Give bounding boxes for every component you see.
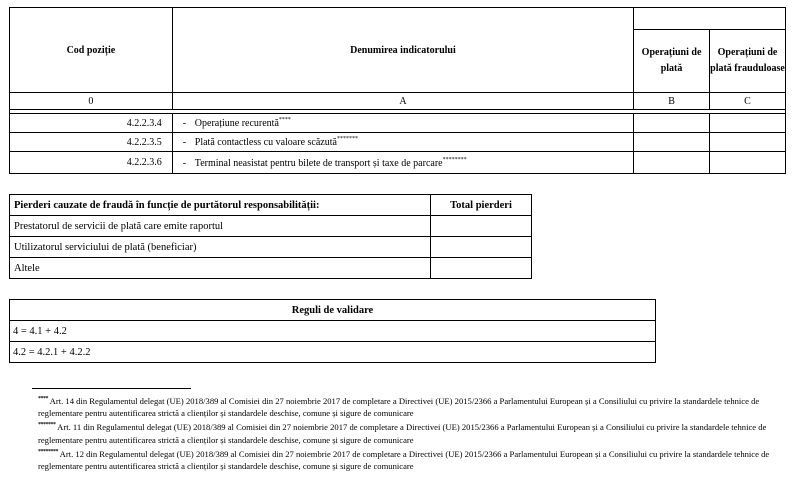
loss-header: Pierderi cauzate de fraudă în funcție de purtătorul responsabilității:	[10, 195, 431, 216]
loss-row-label: Altele	[10, 258, 431, 279]
table-row	[10, 237, 532, 258]
footnote-divider	[32, 388, 191, 389]
table-row	[10, 152, 786, 174]
col-letter-b: B	[634, 93, 710, 110]
row-label: - Operațiune recurentă****	[172, 114, 633, 133]
loss-value-cell[interactable]	[431, 258, 532, 279]
footnotes	[38, 393, 790, 472]
col-letter-c: C	[710, 93, 786, 110]
loss-row-label: Prestatorul de servicii de plată care emite raportul	[10, 216, 431, 237]
table-row	[10, 216, 532, 237]
row-code: 4.2.2.3.4	[10, 114, 173, 133]
rule-text: 4 = 4.1 + 4.2	[10, 321, 656, 342]
table-row	[10, 342, 656, 363]
col-letter-a: A	[172, 93, 633, 110]
table-row	[10, 321, 656, 342]
row-label: - Plată contactless cu valoare scăzută*******	[172, 133, 633, 152]
indicator-table	[9, 7, 786, 174]
row-ops-cell[interactable]	[634, 133, 710, 152]
validation-rules-table	[9, 299, 656, 363]
header-blank	[634, 8, 786, 30]
header-fraud-ops: Operațiuni de plată frauduloase	[710, 30, 786, 93]
table-row	[10, 258, 532, 279]
rule-text: 4.2 = 4.2.1 + 4.2.2	[10, 342, 656, 363]
table-row	[10, 133, 786, 152]
row-code: 4.2.2.3.5	[10, 133, 173, 152]
loss-value-cell[interactable]	[431, 237, 532, 258]
row-ops-cell[interactable]	[634, 152, 710, 174]
fraud-loss-table	[9, 194, 532, 279]
row-fraud-cell[interactable]	[710, 114, 786, 133]
loss-value-cell[interactable]	[431, 216, 532, 237]
loss-row-label: Utilizatorul serviciului de plată (beneficiar)	[10, 237, 431, 258]
row-fraud-cell[interactable]	[710, 152, 786, 174]
total-loss-header: Total pierderi	[431, 195, 532, 216]
row-code: 4.2.2.3.6	[10, 152, 173, 174]
header-payment-ops: Operațiuni de plată	[634, 30, 710, 93]
rules-header: Reguli de validare	[10, 300, 656, 321]
footnote: ******** Art. 12 din Regulamentul delegat (UE) 2018/389 al Comisiei din 27 noiembrie 2017 de completare a Directivei (UE) 2015/2366 a Parlamentului European și a Consiliului cu privire la standardele tehnice de reglementare pentru autentificarea strictă a clienților și standardele deschise, comune și sigure de comunicare	[38, 448, 770, 472]
header-code: Cod poziție	[10, 8, 173, 93]
row-ops-cell[interactable]	[634, 114, 710, 133]
row-label: - Terminal neasistat pentru bilete de transport și taxe de parcare********	[172, 152, 633, 174]
footnote: ******* Art. 11 din Regulamentul delegat (UE) 2018/389 al Comisiei din 27 noiembrie 2017 de completare a Directivei (UE) 2015/2366 a Parlamentului European și a Consiliului cu privire la standardele tehnice de reglementare pentru autentificarea strictă a clienților și standardele deschise, comune și sigure de comunicare	[38, 422, 767, 445]
col-letter-0: 0	[10, 93, 173, 110]
footnote: **** Art. 14 din Regulamentul delegat (UE) 2018/389 al Comisiei din 27 noiembrie 2017 de completare a Directivei (UE) 2015/2366 a Parlamentului European și a Consiliului cu privire la standardele tehnice de reglementare pentru autentificarea strictă a clienților și standardele deschise, comune și sigure de comunicare	[38, 396, 760, 419]
row-fraud-cell[interactable]	[710, 133, 786, 152]
header-indicator-name: Denumirea indicatorului	[172, 8, 633, 93]
table-row	[10, 114, 786, 133]
